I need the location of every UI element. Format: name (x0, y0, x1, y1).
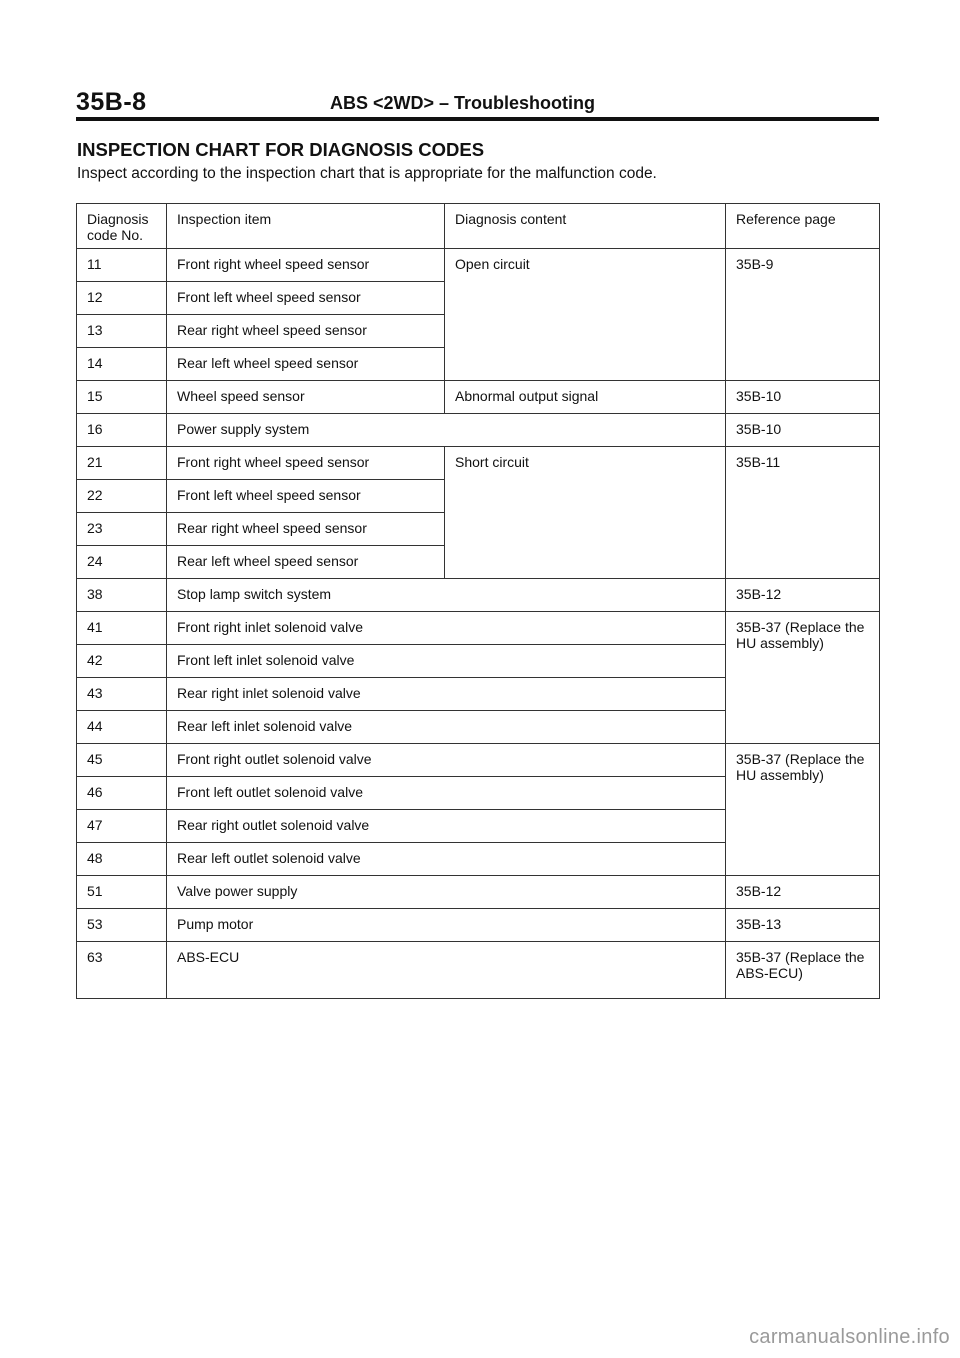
code-cell: 45 (77, 744, 167, 777)
content-cell: Abnormal output signal (445, 381, 726, 414)
table-row (77, 579, 880, 612)
watermark-text: carmanualsonline.info (749, 1326, 950, 1348)
ref-cell: 35B-37 (Replace the HU assembly) (726, 612, 880, 744)
code-cell: 13 (77, 315, 167, 348)
item-cell: Rear right wheel speed sensor (167, 513, 445, 546)
code-cell: 24 (77, 546, 167, 579)
content-cell: Open circuit (445, 249, 726, 381)
table-row (77, 744, 880, 777)
item-cell: Valve power supply (167, 876, 726, 909)
code-cell: 47 (77, 810, 167, 843)
table-row (77, 249, 880, 282)
inspection-chart-table (76, 203, 880, 999)
code-cell: 63 (77, 942, 167, 999)
item-cell: ABS-ECU (167, 942, 726, 999)
code-cell: 15 (77, 381, 167, 414)
table-row (77, 942, 880, 999)
code-cell: 16 (77, 414, 167, 447)
header-code: Diagnosis code No. (77, 204, 167, 249)
ref-cell: 35B-12 (726, 876, 880, 909)
code-cell: 14 (77, 348, 167, 381)
page-code: 35B-8 (76, 88, 147, 116)
code-cell: 41 (77, 612, 167, 645)
code-cell: 12 (77, 282, 167, 315)
header-rule (76, 117, 879, 121)
item-cell: Wheel speed sensor (167, 381, 445, 414)
item-cell: Power supply system (167, 414, 726, 447)
item-cell: Rear right outlet solenoid valve (167, 810, 726, 843)
table-row (77, 876, 880, 909)
ref-cell: 35B-12 (726, 579, 880, 612)
ref-cell: 35B-10 (726, 414, 880, 447)
table-row (77, 909, 880, 942)
item-cell: Rear left wheel speed sensor (167, 546, 445, 579)
code-cell: 53 (77, 909, 167, 942)
table-row (77, 612, 880, 645)
item-cell: Rear left wheel speed sensor (167, 348, 445, 381)
header-item: Inspection item (167, 204, 445, 249)
intro-text: Inspect according to the inspection chart that is appropriate for the malfunction code. (77, 165, 657, 182)
item-cell: Front right wheel speed sensor (167, 249, 445, 282)
table-row (77, 447, 880, 480)
ref-cell: 35B-37 (Replace the HU assembly) (726, 744, 880, 876)
code-cell: 46 (77, 777, 167, 810)
item-cell: Pump motor (167, 909, 726, 942)
item-cell: Front right wheel speed sensor (167, 447, 445, 480)
header-ref: Reference page (726, 204, 880, 249)
table-row (77, 414, 880, 447)
code-cell: 38 (77, 579, 167, 612)
ref-cell: 35B-10 (726, 381, 880, 414)
item-cell: Rear right inlet solenoid valve (167, 678, 726, 711)
item-cell: Front left wheel speed sensor (167, 480, 445, 513)
ref-cell: 35B-37 (Replace the ABS-ECU) (726, 942, 880, 999)
table-row (77, 381, 880, 414)
item-cell: Rear right wheel speed sensor (167, 315, 445, 348)
code-cell: 21 (77, 447, 167, 480)
item-cell: Rear left outlet solenoid valve (167, 843, 726, 876)
item-cell: Front left wheel speed sensor (167, 282, 445, 315)
table-header-row (77, 204, 880, 249)
code-cell: 48 (77, 843, 167, 876)
content-cell: Short circuit (445, 447, 726, 579)
item-cell: Front left inlet solenoid valve (167, 645, 726, 678)
ref-cell: 35B-13 (726, 909, 880, 942)
code-cell: 42 (77, 645, 167, 678)
item-cell: Front left outlet solenoid valve (167, 777, 726, 810)
code-cell: 22 (77, 480, 167, 513)
code-cell: 44 (77, 711, 167, 744)
section-title: INSPECTION CHART FOR DIAGNOSIS CODES (77, 139, 485, 160)
item-cell: Rear left inlet solenoid valve (167, 711, 726, 744)
code-cell: 23 (77, 513, 167, 546)
code-cell: 43 (77, 678, 167, 711)
item-cell: Front right outlet solenoid valve (167, 744, 726, 777)
ref-cell: 35B-11 (726, 447, 880, 579)
ref-cell: 35B-9 (726, 249, 880, 381)
item-cell: Front right inlet solenoid valve (167, 612, 726, 645)
page-title: ABS <2WD> – Troubleshooting (330, 93, 596, 113)
code-cell: 51 (77, 876, 167, 909)
item-cell: Stop lamp switch system (167, 579, 726, 612)
header-content: Diagnosis content (445, 204, 726, 249)
code-cell: 11 (77, 249, 167, 282)
